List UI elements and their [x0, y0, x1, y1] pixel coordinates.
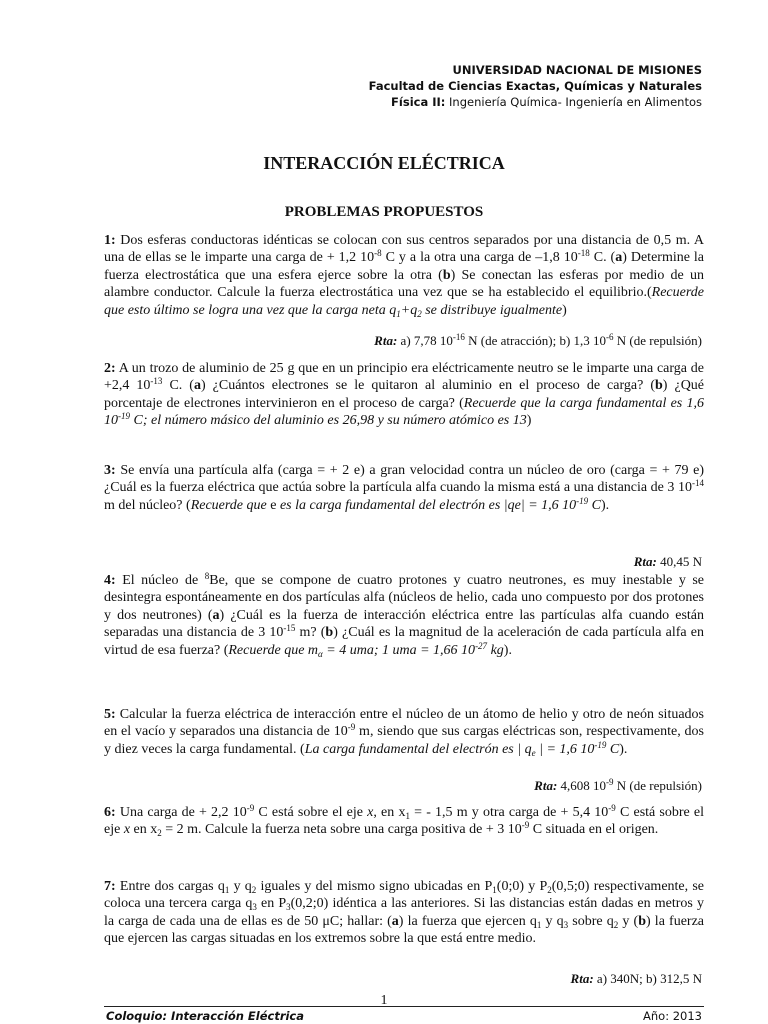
answer-label: Rta:: [534, 778, 558, 793]
problem-text: Se envía una partícula alfa (carga = + 2 e) a gran velocidad contra un núcleo de oro (carga = + 79 e)¿Cuál es la fuerza eléctrica que actúa sobre la partícula alfa cuando la misma está a una distancia de 3 $10^{-14}$ m del núcleo? (Recuerde que e es la carga fundamental del electrón es |qe| = 1,6 $10^{-19}$ C).: [104, 463, 705, 513]
problem-number: 7:: [104, 879, 116, 894]
problem-7: [104, 878, 704, 948]
problem-3: [104, 462, 704, 514]
course-label: Física II:: [391, 95, 446, 109]
problem-text: Una carga de + 2,2 $10^{-9}$ C está sobre el eje x, en $x_1$ = - 1,5 m y otra carga de + 5,4 $10^{-9}$ C está sobre el eje x en $x_2 = 2$ m. Calcule la fuerza neta sobre una carga positiva de + 3 $10^{-9}$ C situada en el origen.: [104, 803, 705, 839]
course-text: Ingeniería Química- Ingeniería en Alimentos: [445, 95, 702, 109]
footer-course: Coloquio: Interacción Eléctrica: [106, 1009, 305, 1023]
footer-divider: [104, 1006, 704, 1007]
answer-text: 40,45 N: [656, 554, 702, 569]
problem-4: [104, 572, 704, 659]
problem-number: 4:: [104, 573, 116, 588]
problem-text: Calcular la fuerza eléctrica de interacción entre el núcleo de un átomo de helio y otro de neón situados en el vacío y separados una distancia de $10^{-9}$ m, siendo que sus cargas eléctricas son, respectivamente, dos y diez veces la carga fundamental. (La carga fundamental del electrón es | $q_e$ | = 1,6 $10^{-19}$ C).: [104, 707, 704, 758]
problem-text: A un trozo de aluminio de 25 g que en un principio era eléctricamente neutro se le imparte una carga de +2,4 $10^{-13}$ C. (a) ¿Cuántos electrones se le quitaron al aluminio en el proceso de carga? (b) ¿Qué porcentaje de electrones intervinieron en el proceso de carga? (Recuerde que la carga fundamental es 1,6 $10^{-19}$ C; el número másico del aluminio es 26,98 y su número atómico es 13): [104, 361, 705, 429]
answer-text: a) 340N; b) 312,5 N: [593, 971, 702, 986]
answer-label: Rta:: [633, 554, 657, 569]
university-name: UNIVERSIDAD NACIONAL DE MISIONES: [452, 63, 702, 77]
page-title: INTERACCIÓN ELÉCTRICA: [263, 153, 505, 173]
problem-1: [104, 232, 704, 319]
answer-label: Rta:: [374, 333, 398, 348]
footer-year: Año: 2013: [643, 1009, 702, 1023]
problem-number: 1:: [104, 233, 116, 248]
course-line: [391, 94, 702, 110]
problem-number: 3:: [104, 463, 116, 478]
problem-number: 6:: [104, 805, 116, 820]
answer-1: [374, 333, 702, 349]
answer-text: a) 7,78 $10^{-16}$ N (de atracción); b) 1,3 $10^{-6}$ N (de repulsión): [397, 332, 702, 348]
answer-label: Rta:: [570, 971, 594, 986]
problem-text: El núcleo de $^8$Be, que se compone de cuatro protones y cuatro neutrones, es muy inestable y se desintegra espontáneamente en dos partículas alfa (núcleos de helio, cada uno compuesto por dos protones y dos neutrones) (a) ¿Cuál es la fuerza de interacción eléctrica entre las partículas alfa cuando están separadas una distancia de 3 $10^{-15}$ m? (b) ¿Cuál es la magnitud de la aceleración de cada partícula alfa en virtud de esa fuerza? (Recuerde que $m_\alpha = 4$ uma; 1 uma = 1,66 $10^{-27}$ kg).: [104, 571, 704, 659]
answer-text: 4,608 $10^{-9}$ N (de repulsión): [557, 777, 702, 793]
section-subtitle: PROBLEMAS PROPUESTOS: [284, 204, 484, 220]
problem-number: 5:: [104, 707, 116, 722]
answer-7: [571, 971, 702, 987]
answer-3: [634, 554, 702, 570]
page-number: 1: [380, 993, 388, 1008]
problem-2: [104, 360, 704, 430]
problem-text: Entre dos cargas $q_1$ y $q_2$ iguales y del mismo signo ubicadas en $P_1(0;0)$ y $P_2(0,5;0)$ respectivamente, se coloca una tercera carga $q_3$ en $P_3(0,2;0)$ idéntica a las anteriores. Si las distancias están dadas en metros y la carga de cada una de ellas es de 50 μC; hallar: (a) la fuerza que ejercen $q_1$ y $q_3$ sobre $q_2$ y (b) la fuerza que ejercen las cargas situadas en los extremos sobre la que está entre medio.: [104, 879, 705, 947]
faculty-name: Facultad de Ciencias Exactas, Químicas y Naturales: [368, 79, 702, 93]
problem-5: [104, 706, 704, 758]
problem-text: Dos esferas conductoras idénticas se colocan con sus centros separados por una distancia de 0,5 m. A una de ellas se le imparte una carga de + 1,2 $10^{-8}$ C y a la otra una carga de –1,8 $10^{-18}$ C. (a) Determine la fuerza electrostática que una esfera ejerce sobre la otra (b) Se conectan las esferas por medio de un alambre conductor. Calcule la fuerza electrostática una vez que se ha establecido el equilibrio.(Recuerde que esto último se logra una vez que la carga neta $q_1+q_2$ se distribuye igualmente): [104, 233, 705, 319]
problem-6: [104, 804, 704, 839]
problem-number: 2:: [104, 361, 116, 376]
answer-5: [534, 778, 702, 794]
